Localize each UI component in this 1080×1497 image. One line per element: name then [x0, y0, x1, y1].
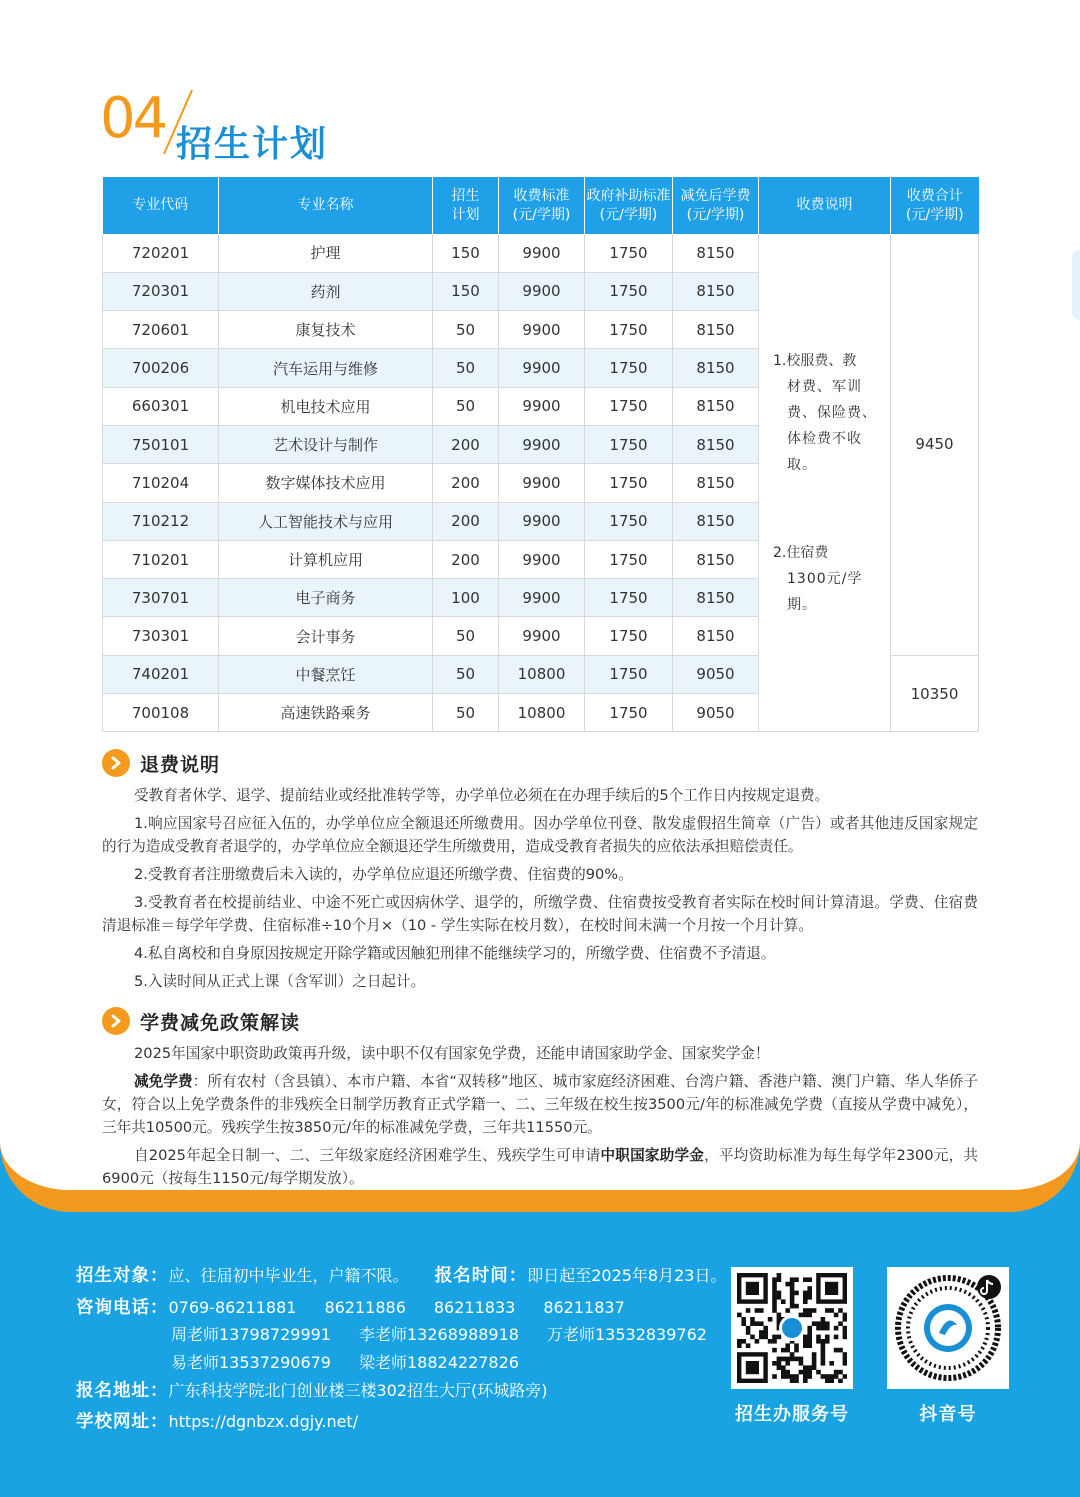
chevron-right-icon [102, 749, 130, 777]
policy-paragraph: 减免学费：所有农村（含县镇）、本市户籍、本省“双转移”地区、城市家庭经济困难、台湾户籍、香港户籍、澳门户籍、华人华侨子女，符合以上免学费条件的非残疾全日制学历教育正式学籍一、二、三年级在校生按3500元/年的标准减免学费（直接从学费中减免），三年共10500元。残疾学生按3850元/年的标准减免学费，三年共11550元。 [102, 1073, 978, 1136]
cell-reduced: 8150 [673, 387, 759, 425]
phone-number: 0769-86211881 [168, 1298, 297, 1317]
cell-plan: 50 [433, 311, 499, 349]
phone-number: 86211886 [324, 1298, 406, 1317]
fee-note-cell: 1.校服费、教 材费、军训费、保险费、体检费不收取。 2.住宿费 1300元/学期。 [759, 234, 891, 732]
header-note: 收费说明 [759, 177, 891, 234]
section-header [100, 86, 400, 166]
cell-plan: 200 [433, 425, 499, 463]
cell-name: 高速铁路乘务 [219, 694, 433, 732]
cell-reduced: 8150 [673, 272, 759, 310]
cell-code: 720301 [103, 272, 219, 310]
cell-name: 会计事务 [219, 617, 433, 655]
cell-plan: 200 [433, 464, 499, 502]
cell-code: 730301 [103, 617, 219, 655]
policy-section [102, 1006, 978, 1190]
cell-name: 数字媒体技术应用 [219, 464, 433, 502]
cell-plan: 50 [433, 655, 499, 693]
cell-plan: 200 [433, 502, 499, 540]
policy-title: 学费减免政策解读 [140, 1011, 301, 1034]
cell-subsidy: 1750 [585, 234, 673, 272]
cell-subsidy: 1750 [585, 272, 673, 310]
teacher-contact: 万老师13532839762 [546, 1325, 707, 1344]
footer-phone-row: 咨询电话：0769-86211881 86211886 86211833 86211837 [76, 1298, 625, 1318]
refund-paragraph: 受教育者休学、退学、提前结业或经批准转学等，办学单位必须在在办理手续后的5个工作日内按规定退费。 [134, 787, 830, 804]
cell-code: 700206 [103, 349, 219, 387]
header-name: 专业名称 [219, 177, 433, 234]
cell-fee: 9900 [499, 234, 585, 272]
refund-paragraph: 5.入读时间从正式上课（含军训）之日起计。 [134, 973, 426, 990]
cell-subsidy: 1750 [585, 425, 673, 463]
cell-plan: 200 [433, 540, 499, 578]
cell-name: 药剂 [219, 272, 433, 310]
cell-plan: 50 [433, 387, 499, 425]
cell-name: 艺术设计与制作 [219, 425, 433, 463]
teacher-contact: 李老师13268988918 [358, 1325, 519, 1344]
cell-fee: 9900 [499, 311, 585, 349]
footer-teachers-row [171, 1350, 547, 1373]
header-plan: 招生 计划 [433, 177, 499, 234]
cell-reduced: 8150 [673, 349, 759, 387]
cell-reduced: 8150 [673, 540, 759, 578]
cell-code: 710201 [103, 540, 219, 578]
refund-paragraph: 4.私自离校和自身原因按规定开除学籍或因触犯刑律不能继续学习的，所缴学费、住宿费不予清退。 [134, 945, 776, 962]
total-cell: 10350 [891, 655, 979, 732]
teacher-contact: 周老师13798729991 [171, 1325, 331, 1344]
phone-number: 86211837 [543, 1298, 625, 1317]
policy-paragraph: 2025年国家中职资助政策再升级，读中职不仅有国家免学费，还能申请国家助学金、国家奖学金！ [134, 1045, 770, 1062]
footer-target-row: 招生对象：应、往届初中毕业生，户籍不限。 报名时间：即日起至2025年8月23日。 [76, 1266, 727, 1286]
cell-fee: 10800 [499, 694, 585, 732]
cell-subsidy: 1750 [585, 387, 673, 425]
cell-fee: 9900 [499, 349, 585, 387]
cell-subsidy: 1750 [585, 617, 673, 655]
cell-code: 730701 [103, 579, 219, 617]
cell-plan: 150 [433, 234, 499, 272]
cell-subsidy: 1750 [585, 502, 673, 540]
chevron-right-icon [102, 1007, 130, 1035]
cell-name: 电子商务 [219, 579, 433, 617]
cell-name: 康复技术 [219, 311, 433, 349]
footer-teachers-row [171, 1322, 735, 1345]
refund-paragraph: 3.受教育者在校提前结业、中途不死亡或因病休学、退学的，所缴学费、住宿费按受教育者实际在校时间计算清退。学费、住宿费清退标准＝每学年学费、住宿标准÷10个月×（10 - 学生实际在校月数），在校时间未满一个月按一个月计算。 [102, 894, 978, 934]
cell-name: 计算机应用 [219, 540, 433, 578]
qr1-caption: 招生办服务号 [735, 1404, 849, 1425]
enrollment-plan-table [102, 177, 979, 732]
cell-name: 汽车运用与维修 [219, 349, 433, 387]
header-subsidy: 政府补助标准 (元/学期) [585, 177, 673, 234]
table-row [103, 234, 979, 272]
refund-section [102, 748, 978, 993]
cell-plan: 100 [433, 579, 499, 617]
cell-subsidy: 1750 [585, 579, 673, 617]
side-tab [1072, 250, 1080, 320]
header-reduced: 减免后学费 (元/学期) [673, 177, 759, 234]
footer-address-row: 报名地址：广东科技学院北门创业楼三楼302招生大厅(环城路旁) [76, 1381, 548, 1401]
section-number: 04 [100, 86, 166, 151]
cell-fee: 9900 [499, 272, 585, 310]
cell-fee: 10800 [499, 655, 585, 693]
cell-code: 720601 [103, 311, 219, 349]
cell-code: 710204 [103, 464, 219, 502]
douyin-qr-code [887, 1267, 1009, 1389]
table-header-row [103, 177, 979, 234]
teacher-contact: 易老师13537290679 [171, 1353, 331, 1372]
footer [0, 1212, 1080, 1497]
footer-web-row: 学校网址：https://dgnbzx.dgjy.net/ [76, 1412, 359, 1432]
wechat-qr-code [731, 1267, 853, 1389]
refund-title: 退费说明 [140, 753, 221, 776]
cell-code: 720201 [103, 234, 219, 272]
total-cell: 9450 [891, 234, 979, 655]
cell-fee: 9900 [499, 540, 585, 578]
teacher-contact: 梁老师18824227826 [358, 1353, 519, 1372]
section-title: 招生计划 [176, 124, 329, 165]
policy-paragraph: 自2025年起全日制一、二、三年级家庭经济困难学生、残疾学生可申请中职国家助学金，平均资助标准为每生每学年2300元，共6900元（按每生1150元/每学期发放）。 [102, 1147, 978, 1187]
cell-fee: 9900 [499, 502, 585, 540]
cell-subsidy: 1750 [585, 311, 673, 349]
cell-code: 750101 [103, 425, 219, 463]
cell-fee: 9900 [499, 464, 585, 502]
cell-plan: 150 [433, 272, 499, 310]
phone-number: 86211833 [433, 1298, 516, 1317]
cell-subsidy: 1750 [585, 694, 673, 732]
cell-reduced: 8150 [673, 234, 759, 272]
cell-fee: 9900 [499, 387, 585, 425]
cell-subsidy: 1750 [585, 655, 673, 693]
header-fee: 收费标准 (元/学期) [499, 177, 585, 234]
cell-code: 710212 [103, 502, 219, 540]
cell-subsidy: 1750 [585, 464, 673, 502]
cell-reduced: 8150 [673, 502, 759, 540]
refund-paragraph: 2.受教育者注册缴费后未入读的，办学单位应退还所缴学费、住宿费的90%。 [134, 866, 633, 883]
cell-reduced: 8150 [673, 617, 759, 655]
qr2-caption: 抖音号 [919, 1404, 977, 1425]
policy-emphasis: 中职国家助学金 [600, 1147, 705, 1164]
cell-code: 700108 [103, 694, 219, 732]
cell-name: 护理 [219, 234, 433, 272]
cell-fee: 9900 [499, 579, 585, 617]
header-total: 收费合计 (元/学期) [891, 177, 979, 234]
header-code: 专业代码 [103, 177, 219, 234]
policy-label: 减免学费 [134, 1073, 193, 1090]
cell-name: 机电技术应用 [219, 387, 433, 425]
school-website-link[interactable]: https://dgnbzx.dgjy.net/ [168, 1412, 359, 1431]
cell-reduced: 9050 [673, 694, 759, 732]
cell-code: 740201 [103, 655, 219, 693]
refund-paragraph: 1.响应国家号召应征入伍的，办学单位应全额退还所缴费用。因办学单位刊登、散发虚假招生简章（广告）或者其他违反国家规定的行为造成受教育者退学的，办学单位应全额退还学生所缴费用，造成受教育者损失的应依法承担赔偿责任。 [102, 815, 978, 855]
cell-fee: 9900 [499, 617, 585, 655]
cell-name: 人工智能技术与应用 [219, 502, 433, 540]
cell-code: 660301 [103, 387, 219, 425]
cell-reduced: 8150 [673, 464, 759, 502]
cell-subsidy: 1750 [585, 540, 673, 578]
cell-subsidy: 1750 [585, 349, 673, 387]
cell-reduced: 8150 [673, 311, 759, 349]
cell-name: 中餐烹饪 [219, 655, 433, 693]
cell-plan: 50 [433, 349, 499, 387]
cell-plan: 50 [433, 617, 499, 655]
cell-reduced: 9050 [673, 655, 759, 693]
cell-reduced: 8150 [673, 579, 759, 617]
cell-plan: 50 [433, 694, 499, 732]
cell-fee: 9900 [499, 425, 585, 463]
cell-reduced: 8150 [673, 425, 759, 463]
